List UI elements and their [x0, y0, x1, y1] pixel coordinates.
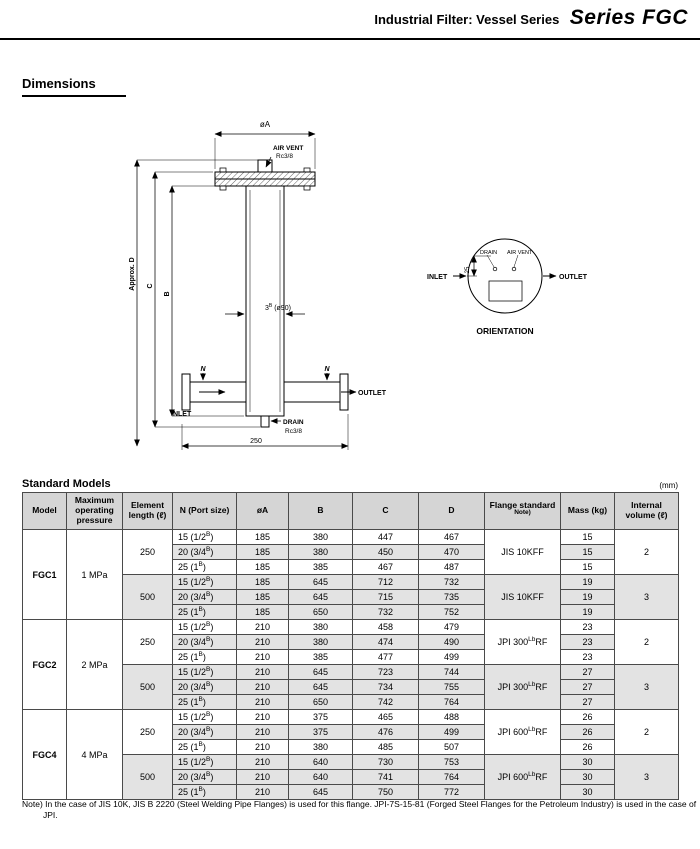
model-cell: FGC4 — [23, 710, 67, 800]
orientation-inlet-label: INLET — [427, 274, 448, 281]
dim-b-cell: 640 — [289, 755, 353, 770]
dim-c-cell: 474 — [353, 635, 419, 650]
dim-d-cell: 490 — [419, 635, 485, 650]
dim-d-cell: 488 — [419, 710, 485, 725]
dim-d-cell: 467 — [419, 530, 485, 545]
dim-c-cell: 712 — [353, 575, 419, 590]
dim-b-label: B — [164, 291, 171, 297]
mass-cell: 26 — [561, 740, 615, 755]
dim-d-cell: 732 — [419, 575, 485, 590]
dim-c-cell: 723 — [353, 665, 419, 680]
internal-volume-cell: 3 — [615, 665, 679, 710]
dia-a-cell: 185 — [237, 545, 289, 560]
dim-c-cell: 732 — [353, 605, 419, 620]
flange-standard-cell: JIS 10KFF — [485, 575, 561, 620]
port-size-cell: 25 $(1^B)$ — [173, 785, 237, 800]
port-size-cell: 20 $(3/4^B)$ — [173, 545, 237, 560]
dim-b-cell: 385 — [289, 560, 353, 575]
model-cell: FGC2 — [23, 620, 67, 710]
dim-c-cell: 734 — [353, 680, 419, 695]
dia-a-cell: 210 — [237, 680, 289, 695]
models-table — [22, 492, 679, 800]
col-internal-volume: Internal volume (ℓ) — [615, 493, 679, 530]
orientation-outlet-label: OUTLET — [559, 274, 587, 281]
mass-cell: 23 — [561, 620, 615, 635]
internal-volume-cell: 3 — [615, 755, 679, 800]
dim-c-cell: 742 — [353, 695, 419, 710]
dia-a-cell: 210 — [237, 620, 289, 635]
orientation-title: ORIENTATION — [476, 326, 534, 336]
dim-c-cell: 730 — [353, 755, 419, 770]
port-size-cell: 20 $(3/4^B)$ — [173, 680, 237, 695]
port-size-cell: 15 $(1/2^B)$ — [173, 530, 237, 545]
col-port-size: N (Port size) — [173, 493, 237, 530]
pressure-cell: 4 MPa — [67, 710, 123, 800]
standard-models-section — [22, 478, 678, 800]
dia-a-cell: 185 — [237, 590, 289, 605]
air-vent-thread-label: Rc3/8 — [276, 153, 293, 160]
table-header-row — [23, 493, 679, 530]
model-cell: FGC1 — [23, 530, 67, 620]
dim-b-cell: 645 — [289, 785, 353, 800]
drain-label: DRAIN — [283, 419, 304, 426]
port-size-cell: 25 $(1^B)$ — [173, 740, 237, 755]
dim-d-cell: 764 — [419, 770, 485, 785]
dim-d-cell: 487 — [419, 560, 485, 575]
internal-volume-cell: 2 — [615, 710, 679, 755]
table-row — [23, 530, 679, 545]
dim-d-cell: 735 — [419, 590, 485, 605]
port-size-cell: 25 $(1^B)$ — [173, 650, 237, 665]
inlet-pipe — [182, 373, 246, 410]
mass-cell: 23 — [561, 650, 615, 665]
dim-vertical-lines — [137, 160, 260, 446]
port-size-cell: 15 $(1/2^B)$ — [173, 575, 237, 590]
dim-b-cell: 380 — [289, 635, 353, 650]
dim-b-cell: 380 — [289, 740, 353, 755]
n-port-label-right: N — [324, 366, 330, 373]
dim-b-cell: 645 — [289, 575, 353, 590]
col-flange-standard: Flange standard $^{Note)}$ — [485, 493, 561, 530]
element-length-cell: 500 — [123, 575, 173, 620]
doc-title: Industrial Filter: Vessel Series — [374, 12, 560, 27]
dim-c-cell: 476 — [353, 725, 419, 740]
port-size-cell: 20 $(3/4^B)$ — [173, 635, 237, 650]
dim-d-cell: 772 — [419, 785, 485, 800]
dim-c-cell: 450 — [353, 545, 419, 560]
internal-volume-cell: 2 — [615, 530, 679, 575]
dim-d-cell: 753 — [419, 755, 485, 770]
dim-d-cell: 470 — [419, 545, 485, 560]
col-c: C — [353, 493, 419, 530]
dim-c-label: C — [147, 283, 154, 289]
section-heading-dimensions: Dimensions — [22, 76, 126, 97]
dim-c-cell: 447 — [353, 530, 419, 545]
dim-b-cell: 650 — [289, 695, 353, 710]
dia-a-cell: 210 — [237, 725, 289, 740]
orientation-air-vent-label: AIR VENT — [507, 250, 533, 256]
dim-250-label: 250 — [250, 438, 262, 445]
dim-d-cell: 752 — [419, 605, 485, 620]
models-table-body — [23, 530, 679, 800]
header-divider — [0, 38, 700, 40]
flange-standard-cell: JPI $300^{Lb}RF$ — [485, 665, 561, 710]
dia-a-cell: 185 — [237, 605, 289, 620]
port-size-cell: 15 $(1/2^B)$ — [173, 710, 237, 725]
dim-d-cell: 507 — [419, 740, 485, 755]
pressure-cell: 2 MPa — [67, 620, 123, 710]
port-size-cell: 20 $(3/4^B)$ — [173, 725, 237, 740]
flange-standard-cell: JPI $300^{Lb}RF$ — [485, 620, 561, 665]
dia-a-cell: 210 — [237, 710, 289, 725]
dim-c-cell: 750 — [353, 785, 419, 800]
dia-a-cell: 210 — [237, 635, 289, 650]
col-dia-a: øA — [237, 493, 289, 530]
mass-cell: 15 — [561, 560, 615, 575]
dim-d-cell: 764 — [419, 695, 485, 710]
internal-volume-cell: 2 — [615, 620, 679, 665]
dim-c-cell: 477 — [353, 650, 419, 665]
col-model: Model — [23, 493, 67, 530]
dim-d-cell: 499 — [419, 725, 485, 740]
dim-d-cell: 499 — [419, 650, 485, 665]
port-size-cell: 25 $(1^B)$ — [173, 605, 237, 620]
port-size-cell: 15 $(1/2^B)$ — [173, 620, 237, 635]
dim-b-cell: 640 — [289, 770, 353, 785]
drain-fitting — [261, 416, 281, 427]
approx-d-label: Approx. D — [129, 257, 136, 291]
outlet-pipe — [284, 373, 356, 410]
mass-cell: 26 — [561, 710, 615, 725]
dim-d-cell: 755 — [419, 680, 485, 695]
dim-c-cell: 485 — [353, 740, 419, 755]
dim-c-cell: 741 — [353, 770, 419, 785]
col-max-pressure: Maximum operating pressure — [67, 493, 123, 530]
outlet-label: OUTLET — [358, 390, 386, 397]
dia-a-cell: 210 — [237, 740, 289, 755]
flange-standard-cell: JPI $600^{Lb}RF$ — [485, 710, 561, 755]
n-port-label-left: N — [200, 366, 206, 373]
mass-cell: 26 — [561, 725, 615, 740]
air-vent-label: AIR VENT — [273, 145, 304, 152]
port-size-cell: 15 $(1/2^B)$ — [173, 755, 237, 770]
dia-a-cell: 210 — [237, 770, 289, 785]
element-length-cell: 500 — [123, 665, 173, 710]
mass-cell: 30 — [561, 785, 615, 800]
port-size-cell: 25 $(1^B)$ — [173, 560, 237, 575]
dim-b-cell: 375 — [289, 725, 353, 740]
dia-a-cell: 185 — [237, 560, 289, 575]
dim-b-cell: 645 — [289, 590, 353, 605]
port-size-cell: 25 $(1^B)$ — [173, 695, 237, 710]
series-title: Series FGC — [569, 6, 688, 29]
col-element-length: Element length (ℓ) — [123, 493, 173, 530]
port-size-cell: 20 $(3/4^B)$ — [173, 590, 237, 605]
dim-c-cell: 458 — [353, 620, 419, 635]
dia-a-label: øA — [259, 120, 271, 129]
air-vent-fitting — [258, 157, 272, 172]
dim-b-cell: 375 — [289, 710, 353, 725]
table-row — [23, 710, 679, 725]
mass-cell: 15 — [561, 530, 615, 545]
dim-d-cell: 479 — [419, 620, 485, 635]
mass-cell: 30 — [561, 770, 615, 785]
dim-c-cell: 715 — [353, 590, 419, 605]
dim-b-cell: 385 — [289, 650, 353, 665]
pressure-cell: 1 MPa — [67, 530, 123, 620]
dia-a-cell: 210 — [237, 785, 289, 800]
mass-cell: 30 — [561, 755, 615, 770]
mass-cell: 19 — [561, 605, 615, 620]
inlet-label: INLET — [171, 411, 192, 418]
dim-b-cell: 380 — [289, 530, 353, 545]
mass-cell: 27 — [561, 680, 615, 695]
element-length-cell: 250 — [123, 530, 173, 575]
dim-d-cell: 744 — [419, 665, 485, 680]
dim-b-cell: 380 — [289, 620, 353, 635]
mass-cell: 19 — [561, 590, 615, 605]
orientation-dim-25-label: 25 — [465, 266, 471, 274]
vessel-body — [246, 186, 284, 416]
element-length-cell: 250 — [123, 710, 173, 755]
unit-label: (mm) — [659, 481, 678, 490]
element-length-cell: 500 — [123, 755, 173, 800]
mass-cell: 15 — [561, 545, 615, 560]
flange-standard-cell: JIS 10KFF — [485, 530, 561, 575]
mass-cell: 27 — [561, 665, 615, 680]
standard-models-title: Standard Models — [22, 478, 111, 490]
dia-a-cell: 185 — [237, 575, 289, 590]
mass-cell: 23 — [561, 635, 615, 650]
orientation-drain-label: DRAIN — [480, 250, 498, 256]
internal-volume-cell: 3 — [615, 575, 679, 620]
port-size-cell: 20 $(3/4^B)$ — [173, 770, 237, 785]
port-size-cell: 15 $(1/2^B)$ — [173, 665, 237, 680]
dim-b-cell: 645 — [289, 680, 353, 695]
mass-cell: 19 — [561, 575, 615, 590]
dia-a-cell: 210 — [237, 695, 289, 710]
dim-b-cell: 650 — [289, 605, 353, 620]
col-mass: Mass (kg) — [561, 493, 615, 530]
table-row — [23, 620, 679, 635]
element-length-cell: 250 — [123, 620, 173, 665]
orientation-diagram — [425, 224, 615, 346]
dia-a-cell: 210 — [237, 755, 289, 770]
dia-a-cell: 210 — [237, 650, 289, 665]
vessel-drawing — [115, 114, 405, 466]
drain-thread-label: Rc3/8 — [285, 428, 302, 435]
page-header — [0, 6, 688, 30]
dia-a-cell: 185 — [237, 530, 289, 545]
footnote: Note) In the case of JIS 10K, JIS B 2220 (Steel Welding Pipe Flanges) is used for this flange. JPI-7S-15-81 (Forged Steel Flanges for the Petroleum Industry) is used in the case of JPI. — [22, 798, 697, 820]
dim-c-cell: 465 — [353, 710, 419, 725]
dim-b-cell: 380 — [289, 545, 353, 560]
dim-c-cell: 467 — [353, 560, 419, 575]
mass-cell: 27 — [561, 695, 615, 710]
dim-b-cell: 645 — [289, 665, 353, 680]
col-b: B — [289, 493, 353, 530]
dia-a-cell: 210 — [237, 665, 289, 680]
flange-standard-cell: JPI $600^{Lb}RF$ — [485, 755, 561, 800]
body-size-label: $3^B$ (ø90) — [265, 303, 291, 312]
col-d: D — [419, 493, 485, 530]
